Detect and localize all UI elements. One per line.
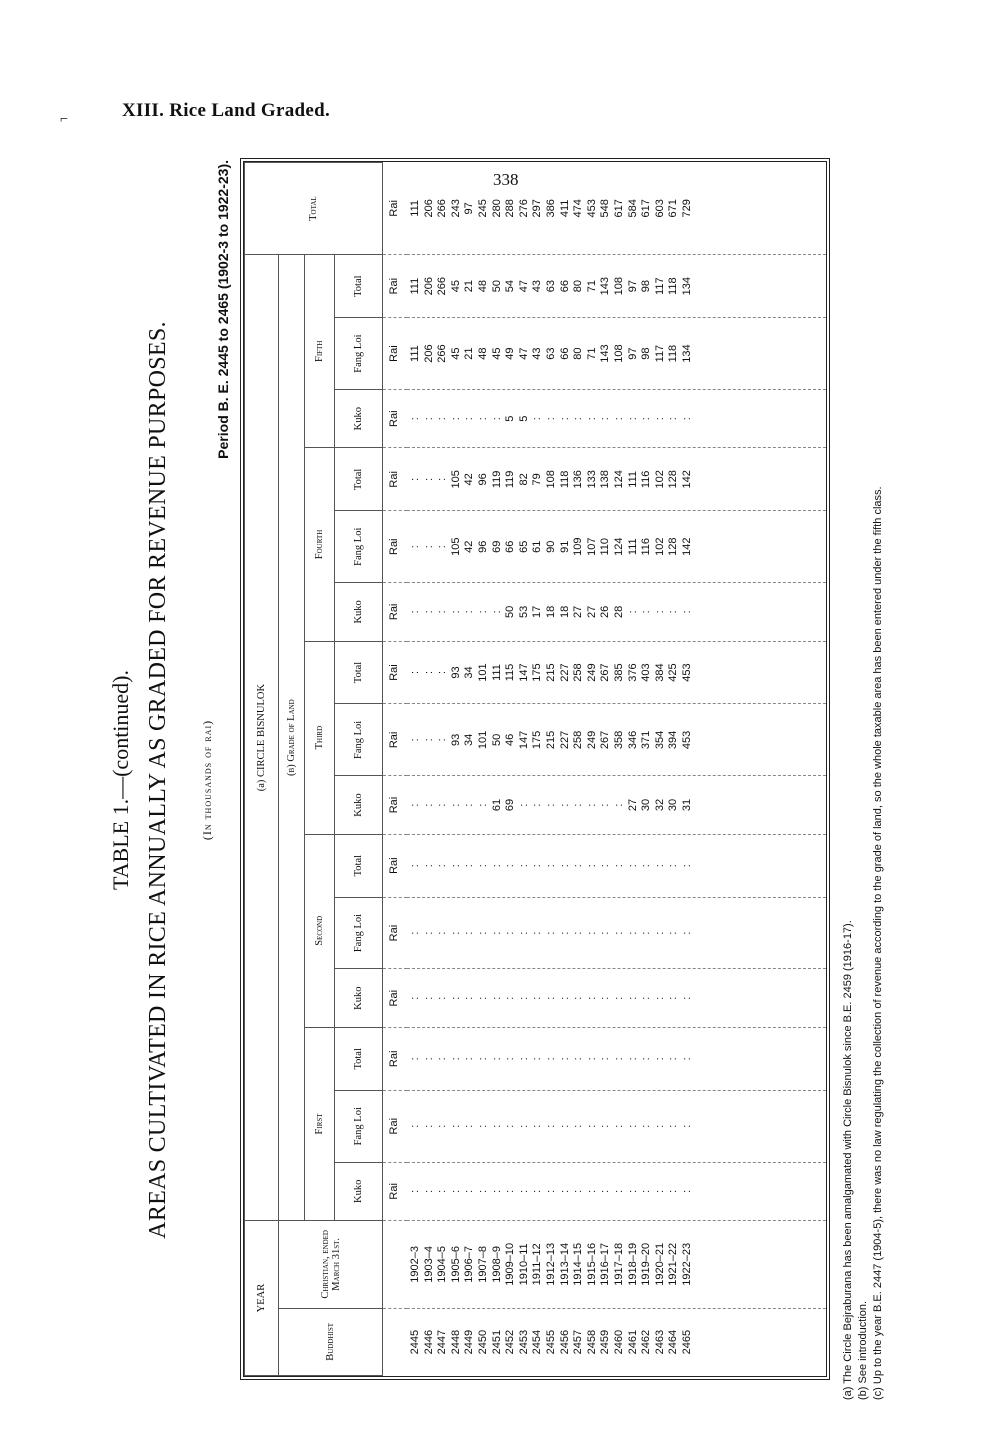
rotated-table-page bbox=[100, 160, 920, 1400]
sub-total: Total bbox=[335, 834, 383, 897]
unit-cell: Rai bbox=[383, 897, 408, 969]
col-third-kuko: : : : : : : 61 69 : : : : : : : : 27 30 32 30 31 bbox=[407, 776, 826, 834]
sub-kuko: Kuko bbox=[335, 776, 383, 834]
col-second-total: : : : : : : : : : : : : : : : : : : : : : bbox=[407, 834, 826, 897]
grand-total-header: Total bbox=[245, 163, 383, 255]
units-note: (In thousands of rai) bbox=[200, 719, 214, 841]
christian-header: Christian, ended March 31st. bbox=[279, 1221, 383, 1309]
unit-cell: Rai bbox=[383, 318, 408, 390]
sub-fang-loi: Fang Loi bbox=[335, 897, 383, 969]
col-fifth-kuko: : : : : : : : 5 5 : : : : : : : : : : : : bbox=[407, 390, 826, 448]
unit-cell: Rai bbox=[383, 163, 408, 255]
group-fourth: Fourth bbox=[305, 448, 335, 641]
unit-cell bbox=[383, 1308, 408, 1375]
sub-total: Total bbox=[335, 255, 383, 318]
sub-fang-loi: Fang Loi bbox=[335, 1090, 383, 1162]
col-third-total: : : : 93 34 101 111 115 147 175 215 227 258 249 267 385 376 403 384 425 453 bbox=[407, 641, 826, 704]
year-header: YEAR bbox=[245, 1221, 279, 1376]
sub-fang-loi: Fang Loi bbox=[335, 511, 383, 583]
col-fourth-total: : : : 105 42 96 119 119 82 79 108 118 136 133 138 124 111 116 102 128 142 bbox=[407, 448, 826, 511]
group-third: Third bbox=[305, 641, 335, 834]
col-grand-total: 111 206 266 243 97 245 280 288 276 297 386 411 474 453 548 617 584 617 603 671 729 bbox=[407, 163, 826, 255]
col-christian-years: 1902–3 1903–4 1904–5 1905–6 1906–7 1907–8 1908–9 1909–10 1910–11 1911–12 1912–13 1913–14 1914–15 1915–16 1916–17 1917–18 1918–19 1919–20 1920–21 1921–22 1922–23 bbox=[407, 1221, 826, 1309]
grade-header: (b) Grade of Land bbox=[279, 255, 305, 1221]
sub-fang-loi: Fang Loi bbox=[335, 318, 383, 390]
col-fourth-kuko: : : : : : : : 50 53 17 18 18 27 27 26 28 : : : : : bbox=[407, 583, 826, 641]
unit-cell: Rai bbox=[383, 448, 408, 511]
unit-cell: Rai bbox=[383, 969, 408, 1027]
sub-total: Total bbox=[335, 641, 383, 704]
col-second-kuko: : : : : : : : : : : : : : : : : : : : : : bbox=[407, 969, 826, 1027]
running-head: XIII. Rice Land Graded. bbox=[122, 100, 331, 121]
unit-cell: Rai bbox=[383, 834, 408, 897]
sub-kuko: Kuko bbox=[335, 390, 383, 448]
col-third-fang-loi: : : : 93 34 101 50 46 147 175 215 227 258 249 267 358 346 371 354 394 453 bbox=[407, 704, 826, 776]
footnote-a: (a) The Circle Bejraburana has been amalgamated with Circle Bisnulok since B.E. 2459 (1916-17). bbox=[842, 920, 854, 1400]
margin-mark: ⌐ bbox=[60, 112, 68, 127]
sub-fang-loi: Fang Loi bbox=[335, 704, 383, 776]
buddhist-header: Buddhist bbox=[279, 1308, 383, 1375]
page-number: 338 bbox=[493, 170, 519, 189]
unit-cell bbox=[383, 1221, 408, 1309]
sub-kuko: Kuko bbox=[335, 1162, 383, 1220]
col-first-fang-loi: : : : : : : : : : : : : : : : : : : : : : bbox=[407, 1090, 826, 1162]
col-first-kuko: : : : : : : : : : : : : : : : : : : : : : bbox=[407, 1162, 826, 1220]
unit-cell: Rai bbox=[383, 511, 408, 583]
footnote-b: (b) See introduction. bbox=[857, 1300, 869, 1400]
unit-cell: Rai bbox=[383, 704, 408, 776]
main-title: AREAS CULTIVATED IN RICE ANNUALLY AS GRADED FOR REVENUE PURPOSES. bbox=[145, 321, 171, 1239]
data-table bbox=[240, 158, 830, 1380]
period-line: Period B. E. 2445 to 2465 (1902-3 to 1922-23). bbox=[215, 160, 231, 459]
table-title: TABLE 1.—(continued). bbox=[108, 669, 133, 891]
sub-total: Total bbox=[335, 448, 383, 511]
sub-total: Total bbox=[335, 1027, 383, 1090]
group-second: Second bbox=[305, 834, 335, 1027]
group-fifth: Fifth bbox=[305, 255, 335, 448]
col-fifth-fang-loi: 111 206 266 45 21 48 45 49 47 43 63 66 80 71 143 108 97 98 117 118 134 bbox=[407, 318, 826, 390]
col-second-fang-loi: : : : : : : : : : : : : : : : : : : : : : bbox=[407, 897, 826, 969]
unit-cell: Rai bbox=[383, 1162, 408, 1220]
col-first-total: : : : : : : : : : : : : : : : : : : : : : bbox=[407, 1027, 826, 1090]
unit-cell: Rai bbox=[383, 776, 408, 834]
col-fifth-total: 111 206 266 45 21 48 50 54 47 43 63 66 80 71 143 108 97 98 117 118 134 bbox=[407, 255, 826, 318]
unit-cell: Rai bbox=[383, 641, 408, 704]
unit-cell: Rai bbox=[383, 583, 408, 641]
unit-cell: Rai bbox=[383, 1090, 408, 1162]
sub-kuko: Kuko bbox=[335, 969, 383, 1027]
unit-cell: Rai bbox=[383, 255, 408, 318]
circle-header: (a) CIRCLE BISNULOK bbox=[245, 255, 279, 1221]
sub-kuko: Kuko bbox=[335, 583, 383, 641]
col-fourth-fang-loi: : : : 105 42 96 69 66 65 61 90 91 109 107 110 124 111 116 102 128 142 bbox=[407, 511, 826, 583]
group-first: First bbox=[305, 1027, 335, 1220]
footnote-c: (c) Up to the year B.E. 2447 (1904-5), there was no law regulating the collection of revenue according to the grade of land, so the whole taxable area has been entered under the fifth class. bbox=[872, 486, 884, 1400]
col-buddhist-years: 2445 2446 2447 2448 2449 2450 2451 2452 2453 2454 2455 2456 2457 2458 2459 2460 2461 2462 2463 2464 2465 bbox=[409, 1329, 693, 1355]
unit-cell: Rai bbox=[383, 1027, 408, 1090]
unit-cell: Rai bbox=[383, 390, 408, 448]
